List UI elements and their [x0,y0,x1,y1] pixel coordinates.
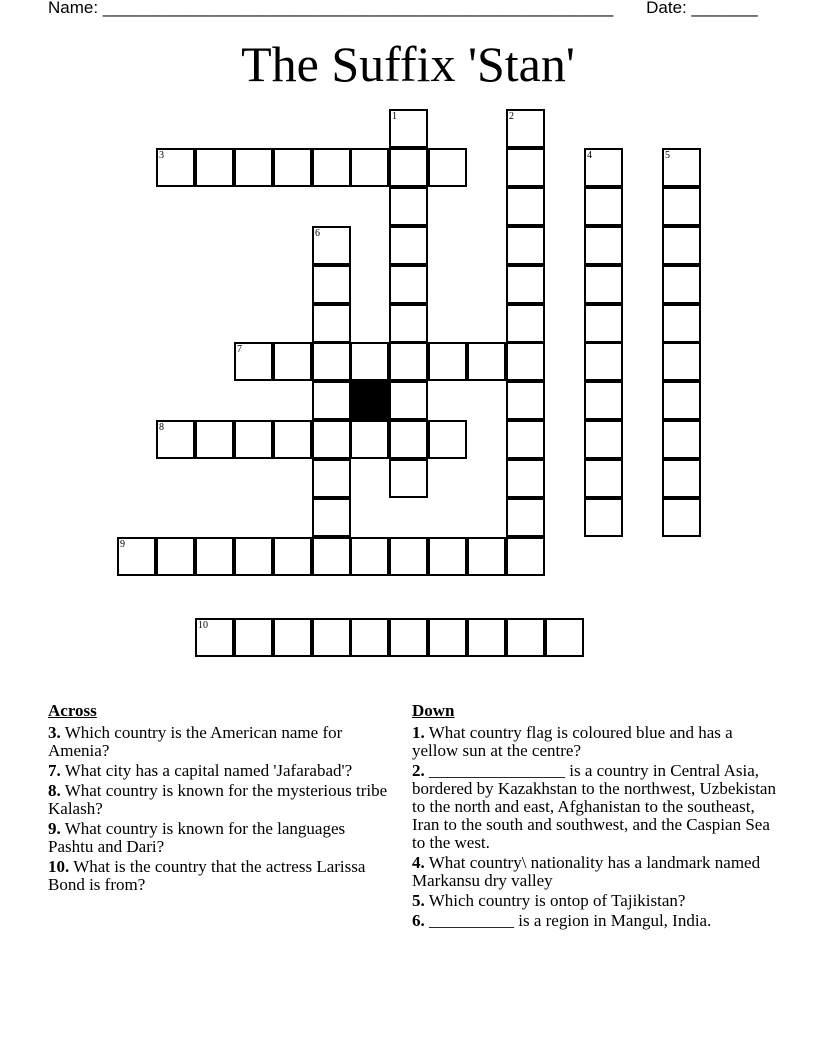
grid-cell[interactable] [389,109,428,148]
grid-cell[interactable] [234,148,273,187]
grid-cell[interactable] [273,618,312,657]
grid-cell[interactable] [662,265,701,304]
grid-cell[interactable] [312,459,351,498]
grid-cell[interactable] [389,618,428,657]
clue-across-10 [48,858,393,894]
date-field[interactable]: _______ [691,0,758,17]
grid-cell[interactable] [273,420,312,459]
page-title: The Suffix 'Stan' [241,36,575,92]
grid-cell[interactable] [350,537,389,576]
across-heading: Across [48,701,97,720]
grid-cell[interactable] [389,342,428,381]
grid-cell[interactable] [467,342,506,381]
grid-cell[interactable] [584,459,623,498]
grid-cell[interactable] [234,537,273,576]
grid-cell[interactable] [662,148,701,187]
grid-cell[interactable] [662,226,701,265]
clue-number: 7. [48,761,61,780]
clue-text: What is the country that the actress Larissa Bond is from? [48,857,366,894]
clue-number-label: 3 [159,150,164,161]
grid-cell[interactable] [312,420,351,459]
grid-cell[interactable] [389,226,428,265]
clue-across-9 [48,820,393,856]
grid-cell[interactable] [273,537,312,576]
clue-number: 8. [48,781,61,800]
grid-cell[interactable] [662,498,701,537]
clue-text: ________________ is a country in Central Asia, bordered by Kazakhstan to the northwest, Uzbekistan to the north and east, Afghanistan to the southeast, Iran to the south and southwest, and the Caspian Sea to the west. [412,761,776,852]
grid-cell[interactable] [156,148,195,187]
grid-cell[interactable] [584,342,623,381]
grid-cell[interactable] [506,381,545,420]
clue-number-label: 4 [587,150,592,161]
clue-text: What country\ nationality has a landmark named Markansu dry valley [412,853,761,890]
clue-down-4 [412,854,777,890]
grid-cell[interactable] [234,420,273,459]
grid-cell[interactable] [428,148,467,187]
clue-across-7 [48,762,393,780]
clue-text: Which country is the American name for Amenia? [48,723,343,760]
grid-cell[interactable] [350,618,389,657]
clue-number: 10. [48,857,70,876]
clue-number-label: 9 [120,539,125,550]
clue-number-label: 10 [198,620,208,631]
clue-number: 1. [412,723,425,742]
grid-cell[interactable] [506,148,545,187]
grid-cell[interactable] [273,148,312,187]
grid-cell[interactable] [506,420,545,459]
grid-cell[interactable] [467,537,506,576]
name-label: Name: [48,0,99,17]
grid-cell[interactable] [506,265,545,304]
clue-down-1 [412,724,777,760]
grid-cell[interactable] [584,420,623,459]
grid-cell[interactable] [662,420,701,459]
clue-number: 5. [412,891,425,910]
grid-cell[interactable] [195,537,234,576]
grid-cell[interactable] [312,304,351,343]
clue-text: What city has a capital named 'Jafarabad'? [64,761,353,780]
grid-cell[interactable] [584,265,623,304]
grid-cell[interactable] [467,618,506,657]
grid-cell[interactable] [117,537,156,576]
clue-number-label: 7 [237,344,242,355]
grid-cell[interactable] [584,498,623,537]
grid-cell[interactable] [584,381,623,420]
grid-cell[interactable] [662,342,701,381]
grid-cell[interactable] [506,304,545,343]
grid-cell[interactable] [350,420,389,459]
clue-text: Which country is ontop of Tajikistan? [428,891,686,910]
grid-cell[interactable] [312,148,351,187]
black-square [350,381,389,420]
grid-cell[interactable] [506,498,545,537]
clue-number: 3. [48,723,61,742]
clue-number: 9. [48,819,61,838]
name-field[interactable]: ______________________________________________________ [102,0,614,17]
grid-cell[interactable] [506,537,545,576]
grid-cell[interactable] [428,618,467,657]
clue-down-6 [412,912,777,930]
clue-text: What country is known for the languages Pashtu and Dari? [48,819,346,856]
clue-number-label: 1 [392,111,397,122]
grid-cell[interactable] [428,420,467,459]
grid-cell[interactable] [389,537,428,576]
grid-cell[interactable] [312,618,351,657]
grid-cell[interactable] [234,342,273,381]
clue-text: __________ is a region in Mangul, India. [429,911,712,930]
grid-cell[interactable] [662,304,701,343]
grid-cell[interactable] [389,459,428,498]
clue-text: What country is known for the mysterious tribe Kalash? [48,781,388,818]
grid-cell[interactable] [545,618,584,657]
grid-cell[interactable] [506,618,545,657]
grid-cell[interactable] [312,265,351,304]
grid-cell[interactable] [506,342,545,381]
clue-number-label: 8 [159,422,164,433]
clue-number-label: 6 [315,228,320,239]
grid-cell[interactable] [389,381,428,420]
grid-cell[interactable] [389,265,428,304]
grid-cell[interactable] [156,420,195,459]
clue-down-5 [412,892,777,910]
grid-cell[interactable] [428,537,467,576]
grid-cell[interactable] [195,420,234,459]
clue-number: 4. [412,853,425,872]
grid-cell[interactable] [273,342,312,381]
clue-across-8 [48,782,393,818]
down-heading: Down [412,701,455,720]
clue-number-label: 5 [665,150,670,161]
grid-cell[interactable] [584,226,623,265]
grid-cell[interactable] [506,226,545,265]
grid-cell[interactable] [584,187,623,226]
down-clues [412,702,777,932]
across-clues [48,702,393,896]
grid-cell[interactable] [662,381,701,420]
grid-cell[interactable] [312,226,351,265]
grid-cell[interactable] [312,342,351,381]
clue-number: 6. [412,911,425,930]
grid-cell[interactable] [584,148,623,187]
grid-cell[interactable] [350,342,389,381]
grid-cell[interactable] [389,187,428,226]
date-label: Date: [646,0,687,17]
clue-text: What country flag is coloured blue and has a yellow sun at the centre? [412,723,733,760]
grid-cell[interactable] [350,148,389,187]
grid-cell[interactable] [234,618,273,657]
grid-cell[interactable] [506,187,545,226]
grid-cell[interactable] [312,381,351,420]
grid-cell[interactable] [195,618,234,657]
grid-cell[interactable] [389,420,428,459]
grid-cell[interactable] [506,459,545,498]
grid-cell[interactable] [662,459,701,498]
grid-cell[interactable] [584,304,623,343]
grid-cell[interactable] [156,537,195,576]
clue-number-label: 2 [509,111,514,122]
clue-number: 2. [412,761,425,780]
grid-cell[interactable] [312,537,351,576]
clue-across-3 [48,724,393,760]
clue-down-2 [412,762,777,852]
grid-cell[interactable] [195,148,234,187]
grid-cell[interactable] [428,342,467,381]
grid-cell[interactable] [389,304,428,343]
grid-cell[interactable] [506,109,545,148]
grid-cell[interactable] [312,498,351,537]
grid-cell[interactable] [389,148,428,187]
grid-cell[interactable] [662,187,701,226]
